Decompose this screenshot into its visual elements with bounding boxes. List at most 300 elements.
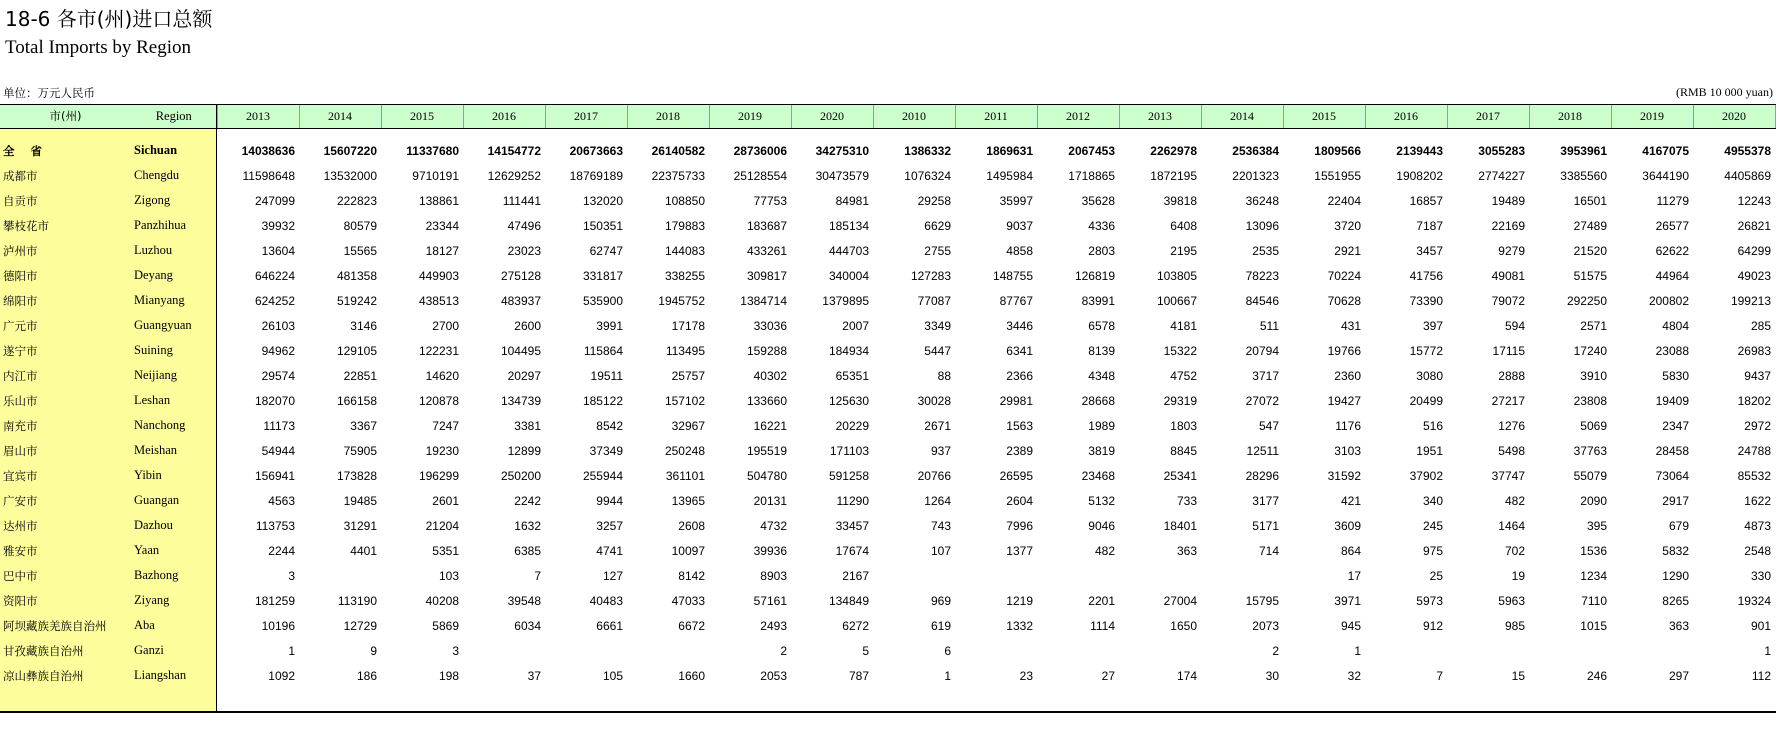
region-name-en: Aba xyxy=(134,618,155,632)
value-cell: 6341 xyxy=(1006,343,1033,358)
value-cell: 150351 xyxy=(582,218,623,233)
value-cell: 4401 xyxy=(350,543,377,558)
value-cell: 181259 xyxy=(254,593,295,608)
value-cell: 17674 xyxy=(835,543,869,558)
value-cell: 20766 xyxy=(917,468,951,483)
value-cell: 1660 xyxy=(678,668,705,683)
value-cell: 179883 xyxy=(664,218,705,233)
region-name-cn: 成都市 xyxy=(3,168,38,183)
value-cell: 8142 xyxy=(678,568,705,583)
value-cell: 122231 xyxy=(418,343,459,358)
value-cell: 126819 xyxy=(1074,268,1115,283)
value-cell: 171103 xyxy=(829,443,869,458)
value-cell: 87767 xyxy=(999,293,1033,308)
value-cell: 438513 xyxy=(418,293,459,308)
table-row xyxy=(0,538,1775,563)
value-cell: 27 xyxy=(1101,668,1115,683)
value-cell: 8903 xyxy=(760,568,787,583)
value-cell: 84546 xyxy=(1245,293,1279,308)
value-cell: 397 xyxy=(1422,318,1443,333)
value-cell: 127 xyxy=(602,568,623,583)
header-year: 2016 xyxy=(1365,104,1447,129)
value-cell: 702 xyxy=(1504,543,1525,558)
value-cell: 13096 xyxy=(1245,218,1279,233)
value-cell: 1 xyxy=(1764,643,1771,658)
value-cell: 1332 xyxy=(1006,618,1033,633)
table-row xyxy=(0,438,1775,463)
value-cell: 15795 xyxy=(1245,593,1279,608)
value-cell: 2242 xyxy=(514,493,541,508)
header-year: 2015 xyxy=(381,104,463,129)
value-cell xyxy=(1201,563,1283,588)
value-cell: 444703 xyxy=(828,243,869,258)
value-cell: 504780 xyxy=(746,468,787,483)
value-cell: 3446 xyxy=(1006,318,1033,333)
value-cell: 185134 xyxy=(828,218,869,233)
value-cell: 11279 xyxy=(1656,193,1689,208)
value-cell: 17 xyxy=(1347,568,1361,583)
value-cell: 174 xyxy=(1176,668,1197,683)
header-year: 2017 xyxy=(545,104,627,129)
header-region-cn: 市(州) xyxy=(0,104,131,129)
table-row xyxy=(0,338,1775,363)
value-cell: 2548 xyxy=(1744,543,1771,558)
value-cell: 535900 xyxy=(582,293,623,308)
value-cell: 4348 xyxy=(1088,368,1115,383)
region-name-en: Mianyang xyxy=(134,293,185,307)
value-cell: 5447 xyxy=(924,343,951,358)
value-cell: 285 xyxy=(1750,318,1771,333)
value-cell: 1551955 xyxy=(1314,168,1361,183)
region-name-en: Zigong xyxy=(134,193,171,207)
value-cell: 111441 xyxy=(502,193,541,208)
table-row xyxy=(0,163,1775,188)
value-cell: 1377 xyxy=(1006,543,1033,558)
value-cell: 77753 xyxy=(753,193,787,208)
table-top-rule xyxy=(0,104,1776,105)
value-cell: 3257 xyxy=(596,518,623,533)
header-year: 2020 xyxy=(791,104,873,129)
value-cell: 1176 xyxy=(1335,418,1361,433)
region-name-en: Deyang xyxy=(134,268,173,282)
value-cell: 134849 xyxy=(828,593,869,608)
value-cell: 18401 xyxy=(1163,518,1197,533)
region-name-cn: 德阳市 xyxy=(3,268,38,283)
value-cell: 1076324 xyxy=(904,168,951,183)
value-cell: 33457 xyxy=(835,518,869,533)
value-cell: 3385560 xyxy=(1560,168,1607,183)
value-cell: 49023 xyxy=(1737,268,1771,283)
value-cell: 127283 xyxy=(910,268,951,283)
value-cell: 5 xyxy=(862,643,869,658)
value-cell: 2195 xyxy=(1170,243,1197,258)
value-cell: 35997 xyxy=(999,193,1033,208)
value-cell: 30 xyxy=(1265,668,1279,683)
header-year: 2019 xyxy=(709,104,791,129)
value-cell: 39932 xyxy=(261,218,295,233)
value-cell: 3349 xyxy=(924,318,951,333)
value-cell: 4336 xyxy=(1088,218,1115,233)
table-row xyxy=(0,663,1775,688)
region-name-cn: 乐山市 xyxy=(3,393,38,408)
region-name-cn: 凉山彝族自治州 xyxy=(3,668,84,683)
value-cell: 2 xyxy=(1272,643,1279,658)
value-cell: 19324 xyxy=(1737,593,1771,608)
value-cell: 363 xyxy=(1176,543,1197,558)
value-cell: 2201 xyxy=(1088,593,1115,608)
value-cell: 1908202 xyxy=(1396,168,1443,183)
value-cell: 37747 xyxy=(1491,468,1525,483)
header-year: 2019 xyxy=(1611,104,1693,129)
value-cell: 57161 xyxy=(753,593,787,608)
value-cell: 2360 xyxy=(1334,368,1361,383)
value-cell: 18769189 xyxy=(569,168,623,183)
region-name-cn: 攀枝花市 xyxy=(3,218,49,233)
value-cell: 125630 xyxy=(828,393,869,408)
value-cell: 199213 xyxy=(1730,293,1771,308)
value-cell: 3819 xyxy=(1088,443,1115,458)
value-cell: 2700 xyxy=(432,318,459,333)
header-year: 2010 xyxy=(873,104,955,129)
value-cell: 17178 xyxy=(671,318,705,333)
value-cell: 20673663 xyxy=(569,143,623,158)
value-cell: 516 xyxy=(1422,418,1443,433)
value-cell: 13604 xyxy=(261,243,295,258)
table-row xyxy=(0,213,1775,238)
value-cell: 3103 xyxy=(1334,443,1361,458)
value-cell: 1384714 xyxy=(740,293,787,308)
region-name-en: Bazhong xyxy=(134,568,179,582)
value-cell xyxy=(955,638,1037,663)
value-cell: 78223 xyxy=(1245,268,1279,283)
value-cell: 11337680 xyxy=(406,143,459,158)
value-cell: 1632 xyxy=(514,518,541,533)
value-cell: 23 xyxy=(1019,668,1033,683)
value-cell: 11290 xyxy=(836,493,869,508)
unit-label-en: (RMB 10 000 yuan) xyxy=(1676,85,1773,99)
value-cell: 195519 xyxy=(746,443,787,458)
value-cell: 11173 xyxy=(263,418,295,433)
value-cell: 26821 xyxy=(1737,218,1771,233)
value-cell: 1803 xyxy=(1170,418,1197,433)
header-year: 2013 xyxy=(217,104,299,129)
table-row xyxy=(0,463,1775,488)
value-cell: 433261 xyxy=(746,243,787,258)
table-row xyxy=(0,513,1775,538)
table-row xyxy=(0,238,1775,263)
value-cell: 3644190 xyxy=(1642,168,1689,183)
value-cell: 6385 xyxy=(514,543,541,558)
unit-label-cn: 单位：万元人民币 xyxy=(3,86,95,100)
value-cell: 12243 xyxy=(1737,193,1771,208)
region-name-en: Neijiang xyxy=(134,368,178,382)
value-cell: 338255 xyxy=(664,268,705,283)
table-row xyxy=(0,588,1775,613)
value-cell: 15 xyxy=(1511,668,1525,683)
region-name-cn: 甘孜藏族自治州 xyxy=(3,643,84,658)
value-cell: 2139443 xyxy=(1396,143,1443,158)
value-cell: 511 xyxy=(1259,318,1279,333)
header-year: 2014 xyxy=(299,104,381,129)
region-name-cn: 达州市 xyxy=(3,518,38,533)
value-cell: 49081 xyxy=(1491,268,1525,283)
value-cell: 5963 xyxy=(1498,593,1525,608)
value-cell: 37349 xyxy=(589,443,623,458)
value-cell: 985 xyxy=(1504,618,1525,633)
region-column-divider xyxy=(216,104,217,711)
value-cell: 361101 xyxy=(665,468,705,483)
value-cell: 8845 xyxy=(1170,443,1197,458)
value-cell: 912 xyxy=(1422,618,1443,633)
value-cell: 21520 xyxy=(1573,243,1607,258)
value-cell: 2972 xyxy=(1744,418,1771,433)
value-cell: 5351 xyxy=(432,543,459,558)
value-cell: 250200 xyxy=(500,468,541,483)
value-cell: 9437 xyxy=(1744,368,1771,383)
value-cell: 1092 xyxy=(268,668,295,683)
value-cell: 5069 xyxy=(1580,418,1607,433)
region-name-cn: 泸州市 xyxy=(3,243,38,258)
value-cell: 159288 xyxy=(746,343,787,358)
value-cell: 25128554 xyxy=(733,168,787,183)
header-year: 2017 xyxy=(1447,104,1529,129)
value-cell: 15772 xyxy=(1409,343,1443,358)
value-cell: 2921 xyxy=(1334,243,1361,258)
value-cell: 331817 xyxy=(582,268,623,283)
value-cell: 2536384 xyxy=(1232,143,1279,158)
region-name-cn: 阿坝藏族羌族自治州 xyxy=(3,618,107,633)
value-cell: 23808 xyxy=(1573,393,1607,408)
value-cell: 20794 xyxy=(1245,343,1279,358)
value-cell: 30473579 xyxy=(815,168,869,183)
value-cell: 7996 xyxy=(1006,518,1033,533)
value-cell: 6272 xyxy=(842,618,869,633)
value-cell: 103805 xyxy=(1156,268,1197,283)
value-cell: 25341 xyxy=(1163,468,1197,483)
value-cell: 26103 xyxy=(261,318,295,333)
value-cell xyxy=(627,638,709,663)
value-cell: 83991 xyxy=(1081,293,1115,308)
region-name-cn: 内江市 xyxy=(3,368,38,383)
value-cell: 6 xyxy=(944,643,951,658)
value-cell: 112 xyxy=(1751,668,1771,683)
value-cell: 1290 xyxy=(1662,568,1689,583)
value-cell: 31592 xyxy=(1327,468,1361,483)
value-cell: 184934 xyxy=(828,343,869,358)
value-cell: 62747 xyxy=(589,243,623,258)
value-cell: 25757 xyxy=(671,368,705,383)
value-cell: 103 xyxy=(438,568,459,583)
value-cell: 1495984 xyxy=(986,168,1033,183)
value-cell: 198 xyxy=(438,668,459,683)
region-name-cn: 南充市 xyxy=(3,418,38,433)
value-cell xyxy=(1365,638,1447,663)
value-cell: 483937 xyxy=(500,293,541,308)
value-cell: 3609 xyxy=(1334,518,1361,533)
value-cell: 4563 xyxy=(268,493,295,508)
value-cell: 9944 xyxy=(596,493,623,508)
value-cell: 185122 xyxy=(582,393,623,408)
value-cell: 297 xyxy=(1668,668,1689,683)
table-row xyxy=(0,263,1775,288)
value-cell: 1650 xyxy=(1170,618,1197,633)
value-cell: 27004 xyxy=(1163,593,1197,608)
table-row xyxy=(0,388,1775,413)
value-cell: 120878 xyxy=(418,393,459,408)
value-cell: 3367 xyxy=(350,418,377,433)
value-cell: 94962 xyxy=(261,343,295,358)
value-cell: 1536 xyxy=(1580,543,1607,558)
header-year: 2014 xyxy=(1201,104,1283,129)
value-cell: 138861 xyxy=(418,193,459,208)
value-cell: 3953961 xyxy=(1560,143,1607,158)
value-cell: 1015 xyxy=(1580,618,1607,633)
value-cell: 2067453 xyxy=(1068,143,1115,158)
region-name-cn: 广安市 xyxy=(3,493,38,508)
value-cell xyxy=(545,638,627,663)
value-cell: 3717 xyxy=(1252,368,1279,383)
value-cell: 6034 xyxy=(514,618,541,633)
value-cell: 714 xyxy=(1258,543,1279,558)
header-region-en: Region xyxy=(131,104,217,129)
value-cell: 27072 xyxy=(1245,393,1279,408)
value-cell: 26595 xyxy=(999,468,1033,483)
value-cell: 3 xyxy=(288,568,295,583)
value-cell: 107 xyxy=(930,543,951,558)
value-cell xyxy=(955,563,1037,588)
value-cell xyxy=(1037,638,1119,663)
value-cell: 14620 xyxy=(425,368,459,383)
value-cell: 12511 xyxy=(1246,443,1279,458)
value-cell: 28736006 xyxy=(733,143,787,158)
value-cell: 47033 xyxy=(671,593,705,608)
value-cell: 1234 xyxy=(1580,568,1607,583)
value-cell: 15607220 xyxy=(323,143,377,158)
value-cell: 19511 xyxy=(590,368,623,383)
value-cell: 47496 xyxy=(507,218,541,233)
value-cell xyxy=(1611,638,1693,663)
value-cell: 173828 xyxy=(336,468,377,483)
value-cell: 1718865 xyxy=(1068,168,1115,183)
value-cell: 148755 xyxy=(992,268,1033,283)
value-cell: 4752 xyxy=(1170,368,1197,383)
value-cell: 186 xyxy=(356,668,377,683)
value-cell: 73390 xyxy=(1409,293,1443,308)
value-cell: 2671 xyxy=(924,418,951,433)
value-cell: 743 xyxy=(930,518,951,533)
header-year: 2016 xyxy=(463,104,545,129)
value-cell: 105 xyxy=(602,668,623,683)
region-name-cn: 全 省 xyxy=(3,143,49,158)
table-row xyxy=(0,613,1775,638)
value-cell: 129105 xyxy=(336,343,377,358)
value-cell: 54944 xyxy=(261,443,295,458)
region-name-en: Dazhou xyxy=(134,518,173,532)
value-cell: 73064 xyxy=(1655,468,1689,483)
value-cell: 15322 xyxy=(1163,343,1197,358)
value-cell: 547 xyxy=(1258,418,1279,433)
value-cell: 23088 xyxy=(1655,343,1689,358)
value-cell: 255944 xyxy=(582,468,623,483)
value-cell: 1379895 xyxy=(822,293,869,308)
imports-table xyxy=(0,104,1776,688)
value-cell: 1563 xyxy=(1006,418,1033,433)
value-cell: 23344 xyxy=(425,218,459,233)
value-cell: 1622 xyxy=(1744,493,1771,508)
value-cell: 9279 xyxy=(1498,243,1525,258)
value-cell: 482 xyxy=(1094,543,1115,558)
value-cell: 2571 xyxy=(1580,318,1607,333)
value-cell: 20297 xyxy=(507,368,541,383)
value-cell: 3055283 xyxy=(1478,143,1525,158)
value-cell: 624252 xyxy=(254,293,295,308)
value-cell: 40483 xyxy=(589,593,623,608)
value-cell: 5869 xyxy=(432,618,459,633)
region-name-cn: 宜宾市 xyxy=(3,468,38,483)
value-cell: 88 xyxy=(937,368,951,383)
value-cell: 19409 xyxy=(1655,393,1689,408)
value-cell: 3720 xyxy=(1334,218,1361,233)
value-cell: 2600 xyxy=(514,318,541,333)
value-cell: 26983 xyxy=(1737,343,1771,358)
value-cell: 77087 xyxy=(917,293,951,308)
value-cell: 3146 xyxy=(350,318,377,333)
value-cell: 8139 xyxy=(1088,343,1115,358)
value-cell: 27217 xyxy=(1491,393,1525,408)
value-cell: 9 xyxy=(370,643,377,658)
value-cell: 14038636 xyxy=(241,143,295,158)
region-name-cn: 绵阳市 xyxy=(3,293,38,308)
value-cell: 340004 xyxy=(828,268,869,283)
value-cell: 44964 xyxy=(1655,268,1689,283)
value-cell: 16221 xyxy=(753,418,787,433)
table-row-total xyxy=(0,138,1775,163)
value-cell: 30028 xyxy=(917,393,951,408)
value-cell: 3991 xyxy=(596,318,623,333)
value-cell: 1945752 xyxy=(658,293,705,308)
value-cell: 19766 xyxy=(1327,343,1361,358)
region-name-en: Guangan xyxy=(134,493,180,507)
value-cell: 6661 xyxy=(596,618,623,633)
value-cell: 937 xyxy=(930,443,951,458)
value-cell: 245 xyxy=(1422,518,1443,533)
value-cell: 28668 xyxy=(1081,393,1115,408)
value-cell: 18202 xyxy=(1737,393,1771,408)
value-cell: 41756 xyxy=(1409,268,1443,283)
value-cell: 8542 xyxy=(596,418,623,433)
region-name-cn: 资阳市 xyxy=(3,593,38,608)
value-cell: 7247 xyxy=(432,418,459,433)
value-cell: 330 xyxy=(1750,568,1771,583)
value-cell: 62622 xyxy=(1655,243,1689,258)
region-name-en: Ganzi xyxy=(134,643,164,657)
value-cell: 39548 xyxy=(507,593,541,608)
value-cell: 113190 xyxy=(337,593,377,608)
value-cell: 395 xyxy=(1586,518,1607,533)
value-cell: 1386332 xyxy=(904,143,951,158)
value-cell: 32 xyxy=(1347,668,1361,683)
region-name-en: Guangyuan xyxy=(134,318,192,332)
header-year: 2015 xyxy=(1283,104,1365,129)
value-cell: 17240 xyxy=(1573,343,1607,358)
value-cell: 133660 xyxy=(746,393,787,408)
value-cell: 4804 xyxy=(1662,318,1689,333)
value-cell: 70224 xyxy=(1327,268,1361,283)
value-cell: 39936 xyxy=(753,543,787,558)
spacer-row xyxy=(0,129,1775,139)
value-cell: 864 xyxy=(1340,543,1361,558)
region-name-en: Nanchong xyxy=(134,418,186,432)
